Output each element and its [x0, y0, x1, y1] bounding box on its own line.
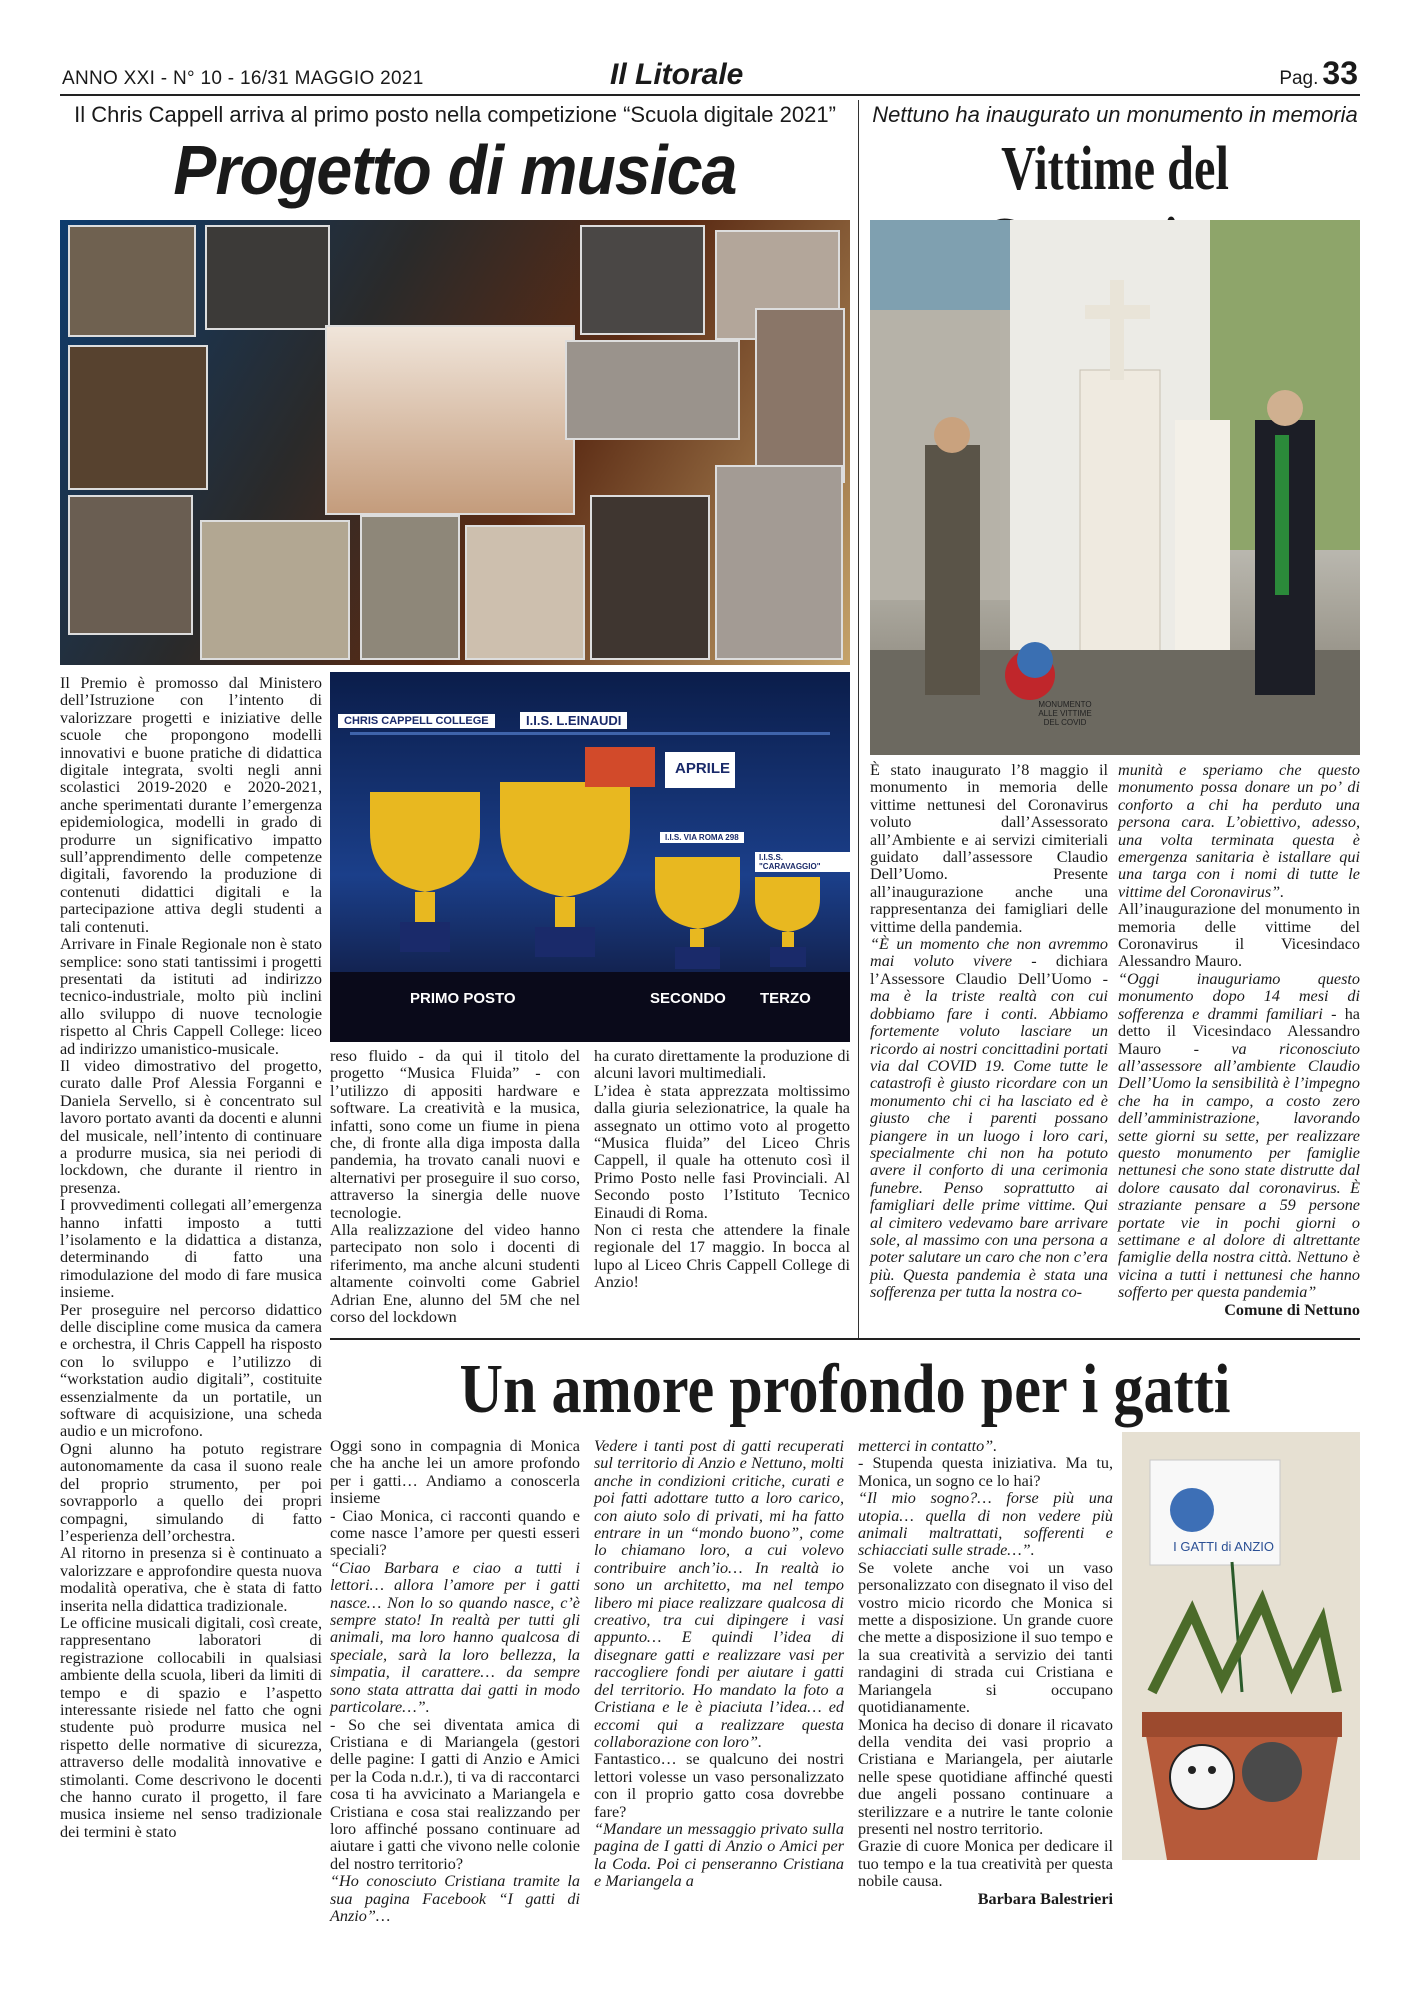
label-via-roma: I.I.S. VIA ROMA 298 [660, 832, 744, 843]
label-einaudi: I.I.S. L.EINAUDI [520, 712, 627, 729]
collage-tile-sax [580, 225, 705, 335]
issue-info: ANNO XXI - N° 10 - 16/31 MAGGIO 2021 [62, 68, 424, 89]
music-collage-photo [60, 220, 850, 665]
cats-column-1 [330, 1437, 580, 1925]
covid-paragraph: È stato inaugurato l’8 maggio il monumento in memoria delle vittime nettunesi del Coronavirus voluto dall’Assessorato all’Ambiente e ai servizi cimiteriali guidato dall’assessore Claudio Dell’Uomo. Presente all’inaugurazione anche una rappresentanza dei famigliari delle vittime della pandemia. [870, 761, 1108, 936]
music-paragraph: L’idea è stata apprezzata moltissimo dalla giuria selezionatrice, la quale ha assegnato un ottimo voto al progetto “Musica fluida” del Liceo Chris Cappell, il quale ha ottenuto così il Primo Posto nelle fasi Provinciali. Al Secondo posto l’Istituto Tecnico Einaudi di Roma. [594, 1081, 850, 1222]
music-title: Progetto di musica [173, 131, 737, 209]
awards-graphic [330, 672, 850, 1042]
covid-quote-continued: ma è la triste realtà con cui dobbiamo fare i conti. Abbiamo fortemente voluto lasciare un ricordo ai nostri concittadini portati via dal COVID 19. Come tutte le catastrofi è giusto ricordare con un monumento chi ci ha lasciato ed è giusto che i parenti possano piangere in un luogo i loro cari, specialmente chi non ha potuto avere il conforto di una cerimonia funebre. Penso soprattutto ai famigliari delle prime vittime. Qui al cimitero vedevamo bare arrivare sole, al massimo con una persona a poter salutare un caro che non c’era più. Questa pandemia è stata una sofferenza per tutta la nostra co- [870, 987, 1108, 1302]
page-number [1279, 55, 1358, 92]
cat-pot-photo [1122, 1432, 1360, 1860]
cats-signature: Barbara Balestrieri [977, 1889, 1113, 1908]
collage-tile-clarinet [755, 308, 845, 483]
column-divider [858, 100, 859, 1340]
monument-photo [870, 220, 1360, 755]
collage-tile-desk [465, 525, 585, 660]
trophy-second [500, 782, 630, 957]
covid-column-2 [1118, 762, 1360, 1332]
music-paragraph: Alla realizzazione del video hanno partecipato non solo i docenti di riferimento, ma anche alcuni studenti altamente coinvolti come Gabriel Adrian Ene, alunno del 5M che nel corso del lockdown [330, 1221, 580, 1327]
music-paragraph: ha curato direttamente la produzione di alcuni lavori multimediali. [594, 1047, 850, 1083]
music-paragraph: Per proseguire nel percorso didattico delle discipline come musica da camera e orchestra, il Chris Cappell ha risposto con lo sviluppo e l’utilizzo di “workstation audio digitali”, costituite essenzialmente da un portatile, un software di acquisizione, una scheda audio e un microfono. [60, 1300, 322, 1441]
section-divider [330, 1338, 1360, 1340]
trophy-first [370, 792, 480, 952]
label-aprile: APRILE [675, 760, 731, 777]
cats-question: - So che sei diventata amica di Cristiana e di Mariangela (gestori delle pagine: I gatti di Anzio e Amici per la Coda n.d.r.), ti va di raccontarci cosa ti ha avvicinato a Mariangela e Cristiana e cosa stai realizzando per loro affinché possano continuare ad aiutare i gatti che vivono nelle colonie del nostro territorio? [330, 1715, 580, 1873]
cats-answer: metterci in contatto”. [858, 1437, 998, 1455]
cats-column-3 [858, 1437, 1113, 1908]
cats-paragraph: Se volete anche voi un vaso personalizzato con disegnato il viso del vostro micio ricordo che Monica si mette a disposizione. Un grande cuore che mette a disposizione il suo tempo e la sua creatività a servizio dei tanti randagini di strada cui Cristiana e Mariangela si occupano quotidianamente. [858, 1558, 1113, 1717]
cats-answer: Vedere i tanti post di gatti recuperati sul territorio di Anzio e Nettuno, molti anche in condizioni critiche, curati e poi fatti adottare tutto a loro carico, con aiuto solo di privati, mi ha fatto entrare in un “mondo buono”, come lo chiamano loro, a cui volevo contribuire anch’io… In realtà io sono un architetto, ma nel tempo libero mi piace realizzare qualcosa di creativo, tra cui dipingere i vasi appunto… E quindi l’idea di disegnare gatti e realizzare vasi per raccogliere fondi per aiutare i gatti del territorio. Ho mandato la foto a Cristiana e le è piaciuta l’idea… ed eccomi qui a realizzare questa collaborazione con loro”. [594, 1437, 844, 1751]
trophy-third [655, 857, 740, 969]
rank-two-banner [585, 747, 655, 787]
music-paragraph: Arrivare in Finale Regionale non è stato semplice: sono stati tantissimi i progetti presentati da istituti ad indirizzo tecnico-industriale, molto più inclini allo sviluppo di nuove tecnologie rispetto al Chris Cappell College: liceo ad indirizzo umanistico-musicale. [60, 935, 322, 1058]
collage-tile-flute [565, 340, 740, 440]
cats-paragraph: Oggi sono in compagnia di Monica che ha anche lei un amore profondo per i gatti… Andiamo a conoscerla insieme [330, 1437, 580, 1508]
music-paragraph: Al ritorno in presenza si è continuato a valorizzare e approfondire questa nuova modalità operativa, che è stata di fatto inserita nella didattica tradizionale. [60, 1544, 322, 1615]
collage-tile-trumpet [205, 225, 330, 330]
music-column-1 [60, 675, 322, 1860]
label-primo-posto: PRIMO POSTO [410, 990, 516, 1007]
trophy-fourth [755, 877, 820, 967]
collage-tile-piano [590, 495, 710, 660]
label-terzo: TERZO [760, 990, 811, 1007]
header-rule [60, 94, 1360, 96]
music-paragraph: Il video dimostrativo del progetto, curato dalle Prof Alessia Forganni e Daniela Servello, si è concentrato sul lavoro portato avanti da docenti e alunni del musicale, nell’intento di continuare a produrre musica, sia nei periodi di lockdown, che durante il rientro in presenza. [60, 1056, 322, 1197]
music-paragraph: Non ci resta che attendere la finale regionale del 17 maggio. In bocca al lupo al Liceo Chris Cappell College di Anzio! [594, 1221, 850, 1292]
cat-sign-text: I GATTI di ANZIO [1173, 1539, 1274, 1554]
music-paragraph: Ogni alunno ha potuto registrare autonomamente da casa il suono reale del proprio strumento, per poi sovrapporlo a quello dei propri compagni, simulando di fatto l’esperienza dell’orchestra. [60, 1439, 322, 1545]
cats-question: Fantastico… se qualcuno dei nostri lettori volesse un vaso personalizzato con il proprio gatto cosa dovrebbe fare? [594, 1750, 844, 1821]
cat-pot-svg [1122, 1432, 1360, 1860]
covid-kicker: Nettuno ha inaugurato un monumento in memoria [872, 102, 1358, 127]
page-label: Pag. [1279, 68, 1319, 89]
monument-svg [870, 220, 1360, 755]
collage-tile-sax2 [68, 345, 208, 490]
label-chris-cappell: CHRIS CAPPELL COLLEGE [338, 714, 495, 728]
cats-title: Un amore profondo per i gatti [459, 1351, 1231, 1428]
music-column-2 [330, 1048, 580, 1338]
covid-quote-continued: va riconosciuto all’assessore all’ambiente Claudio Dell’Uomo la sensibilità è l’impegno che ha in campo, a costo zero dell’amministrazione, lavorando sette giorni su sette, per realizzare questo monumento per famiglie nettunesi che sono state distrutte dal dolore causato dal coronavirus. È straziante pensare a 59 persone portate vie in pochi giorni o settimane e al dolore di altrettante famiglie della nostra città. Nettuno è vicina a tutti i nettunesi che hanno sofferto per questa pandemia” [1118, 1039, 1360, 1302]
covid-quote: “È un momento che non avremmo mai voluto vivere [870, 935, 1108, 971]
cats-paragraph: Grazie di cuore Monica per dedicare il tuo tempo e la tua creatività per questa nobile causa. [858, 1837, 1113, 1891]
collage-tile-singer [325, 325, 575, 515]
covid-attribution: - dichiara l’Assessore Claudio Dell’Uomo - [870, 952, 1108, 988]
covid-quote-paragraph [870, 936, 1108, 1302]
cats-question: - Stupenda questa iniziativa. Ma tu, Monica, un sogno ce lo hai? [858, 1454, 1113, 1490]
covid-column-1 [870, 762, 1108, 1332]
cats-paragraph: Monica ha deciso di donare il ricavato della vendita dei vasi proprio a Cristiana e Mariangela, per aiutarle nelle spese quotidiane affinché questi due angeli possano continuare a sterilizzare e a nutrire le tante colonie presenti nel nostro territorio. [858, 1715, 1113, 1838]
cats-question: - Ciao Monica, ci racconti quando e come nasce l’amore per questi esseri speciali? [330, 1506, 580, 1560]
label-secondo: SECONDO [650, 990, 726, 1007]
collage-tile-bass [200, 520, 350, 660]
covid-title: Vittime del [1001, 135, 1229, 203]
page-number-value: 33 [1322, 55, 1358, 91]
covid-quote: munità e speriamo che questo monumento possa donare un po’ di conforto a chi ha perduto una persona cara. L’obiettivo, adesso, una volta terminata questa è emergenza sanitaria è istallare qui una targa con i nomi di tutte le vittime del Coronavirus”. [1118, 761, 1360, 901]
covid-signature: Comune di Nettuno [1224, 1300, 1360, 1319]
collage-tile-studio [360, 515, 460, 660]
music-paragraph: reso fluido - da qui il titolo del progetto “Musica Fluida” - con l’utilizzo di appositi hardware e software. La creatività e la musica, infatti, sono come un fiume in piena che, di fronte alla diga imposta dalla pandemia, ha trovato canali nuovi e alternativi per proseguire il suo corso, attraverso la sinergia delle nuove tecnologie. [330, 1047, 580, 1222]
music-paragraph: Il Premio è promosso dal Ministero dell’Istruzione con l’intento di valorizzare progetti e iniziative delle scuole che propongono modelli innovativi e buone pratiche di didattica digitale integrata, svolti negli anni scolastici 2019-2020 e 2020-2021, anche sperimentati durante l’emergenza epidemiologica, modelli in grado di produrre un significativo impatto sull’apprendimento delle competenze digitali, favorendo la produzione di contenuti didattici digitali e la partecipazione attiva degli studenti a tali contenuti. [60, 674, 322, 936]
cats-answer: “Il mio sogno?… forse più una utopia… quella di non vedere più animali maltrattati, sofferenti e schiacciati sulle strade…”. [858, 1489, 1113, 1560]
music-kicker: Il Chris Cappell arriva al primo posto nella competizione “Scuola digitale 2021” [74, 102, 836, 127]
collage-tile-tuba [68, 225, 196, 337]
label-caravaggio: I.I.S.S. "CARAVAGGIO" [755, 852, 850, 872]
collage-tile-clarinet2 [715, 465, 843, 660]
cats-column-2 [594, 1437, 844, 1891]
cats-answer: “Ciao Barbara e ciao a tutti i lettori… allora l’amore per i gatti nasce… Non lo so quando nasce, c’è sempre stato! In realtà per tutti gli animali, ma loro hanno qualcosa di speciale, sarà la loro bellezza, la simpatia, il carattere… da sempre sono stata attratta dai gatti in modo particolare…”. [330, 1558, 580, 1717]
music-paragraph: I provvedimenti collegati all’emergenza hanno infatti imposto a tutti l’isolamento e la didattica a distanza, determinando di fatto una rimodulazione del modo di fare musica insieme. [60, 1196, 322, 1302]
masthead: Il Litorale [610, 58, 744, 91]
cats-answer: “Mandare un messaggio privato sulla pagina de I gatti di Anzio o Amici per la Coda. Poi ci penseranno Cristiana e Mariangela a [594, 1819, 844, 1891]
covid-paragraph: All’inaugurazione del monumento in memoria delle vittime del Coronavirus il Vicesindaco Alessandro Mauro. [1118, 900, 1360, 971]
monument-plaque: MONUMENTO ALLE VITTIME DEL COVID [1038, 700, 1092, 727]
music-column-3 [594, 1048, 850, 1338]
music-paragraph: Le officine musicali digitali, così create, rappresentano laboratori di registrazione collocabili in qualsiasi ambiente della scuola, liberi da limiti di tempo e di spazio e l’aspetto interessante risiede nel fatto che ogni studente può produrre musica nel rispetto delle normative di sicurezza, attraverso delle modalità innovative e stimolanti. Come descrivono le docenti che hanno curato il progetto, il fare musica insieme nel senso tradizionale dei termini è stato [60, 1613, 322, 1841]
covid-quote-paragraph [1118, 971, 1360, 1302]
collage-tile-sax3 [68, 495, 193, 635]
covid-attribution: - ha detto il Vicesindaco Alessandro Mauro - [1118, 1004, 1360, 1058]
cats-answer: “Ho conosciuto Cristiana tramite la sua pagina Facebook “I gatti di Anzio”… [330, 1872, 580, 1925]
covid-quote: “Oggi inauguriamo questo monumento dopo 14 mesi di sofferenza e drammi familiari [1118, 969, 1360, 1023]
